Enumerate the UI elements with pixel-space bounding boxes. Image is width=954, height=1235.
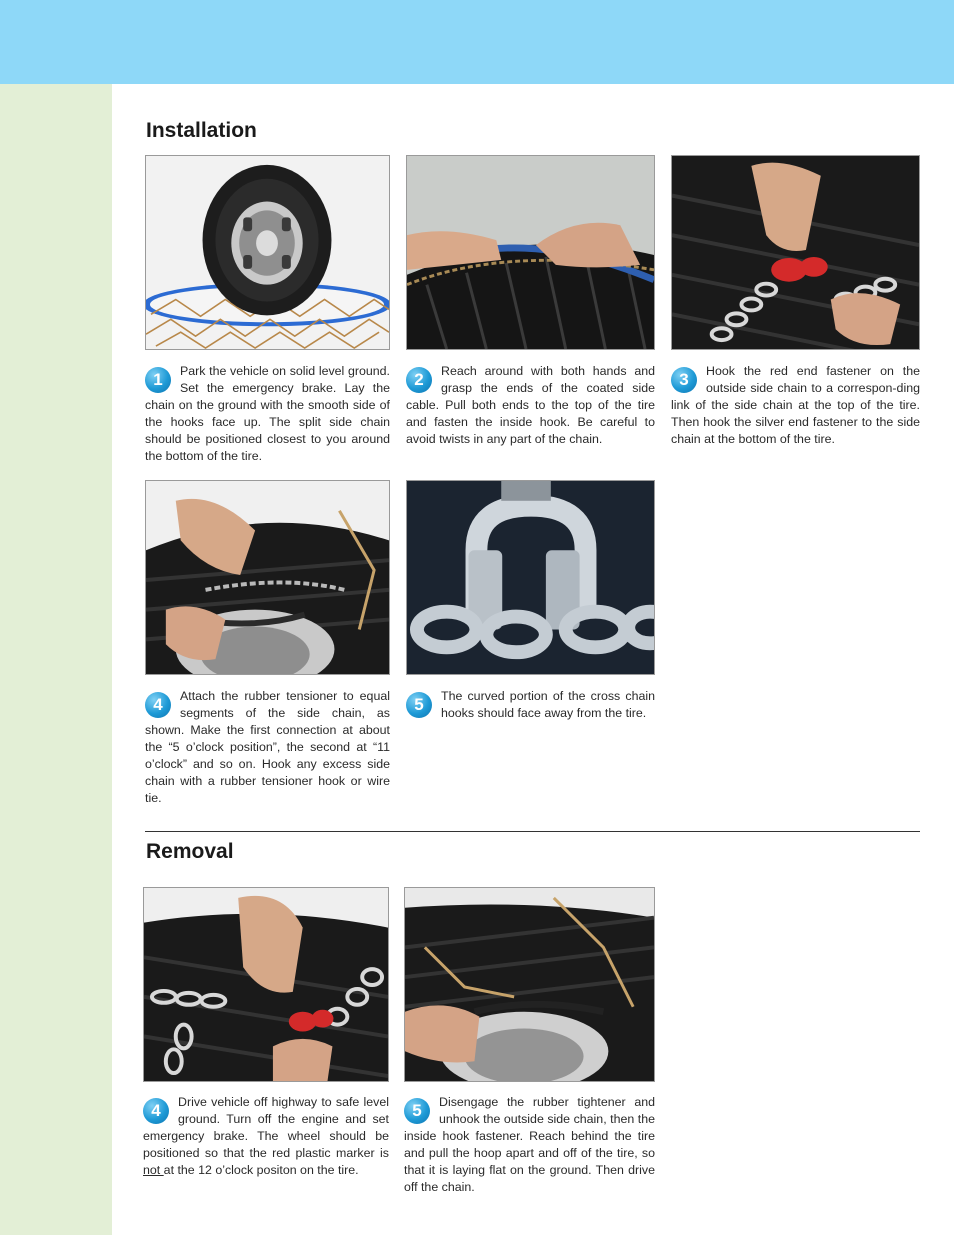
removal-heading: Removal — [146, 840, 234, 863]
photo-removal-step-4 — [143, 887, 389, 1082]
step-number-badge: 4 — [145, 692, 171, 718]
step-number-badge: 3 — [671, 367, 697, 393]
step-text: at the 12 o’clock positon on the tire. — [163, 1163, 359, 1177]
removal-step-4 — [143, 1094, 389, 1179]
photo-removal-step-5 — [404, 887, 655, 1082]
step-text-emphasis: not — [143, 1163, 164, 1177]
step-number-badge: 1 — [145, 367, 171, 393]
installation-step-5 — [406, 688, 655, 722]
step-number-badge: 2 — [406, 367, 432, 393]
installation-step-1 — [145, 363, 390, 465]
step-text: Hook the red end fastener on the outside side chain to a correspon-ding link of the side chain at the top of the tire. Then hook the silver end fastener to the side chain at the bottom of the tire. — [671, 364, 920, 446]
step-text: Park the vehicle on solid level ground. Set the emergency brake. Lay the chain on the ground with the smooth side of the hooks face up. The split side chain should be positioned closest to you around the bottom of the tire. — [145, 364, 390, 463]
photo-step-4 — [145, 480, 390, 675]
section-divider — [145, 831, 920, 832]
step-text: Drive vehicle off highway to safe level ground. Turn off the engine and set emergency brake. The wheel should be positioned so that the red plastic marker is — [143, 1095, 389, 1160]
step-text: Attach the rubber tensioner to equal segments of the side chain, as shown. Make the first connection at about the “5 o’clock position”, the second at “11 o’clock” and so on. Hook any excess side chain with a rubber tensioner hook or wire tie. — [145, 689, 390, 805]
header-band — [0, 0, 954, 84]
photo-step-2 — [406, 155, 655, 350]
step-text: Reach around with both hands and grasp the ends of the coated side cable. Pull both ends to the top of the tire and fasten the inside hook. Be careful to avoid twists in any part of the chain. — [406, 364, 655, 446]
removal-step-5 — [404, 1094, 655, 1196]
installation-step-4 — [145, 688, 390, 807]
step-text: The curved portion of the cross chain hooks should face away from the tire. — [441, 689, 655, 720]
side-band — [0, 84, 112, 1235]
photo-step-1 — [145, 155, 390, 350]
step-number-badge: 4 — [143, 1098, 169, 1124]
installation-heading: Installation — [146, 119, 257, 142]
step-text: Disengage the rubber tightener and unhook the outside side chain, then the inside hook fastener. Reach behind the tire and pull the hoop apart and off of the tire, so that it is laying flat on the ground. Then drive off the chain. — [404, 1095, 655, 1194]
photo-step-3 — [671, 155, 920, 350]
photo-step-5 — [406, 480, 655, 675]
step-number-badge: 5 — [404, 1098, 430, 1124]
step-number-badge: 5 — [406, 692, 432, 718]
installation-step-3 — [671, 363, 920, 448]
installation-step-2 — [406, 363, 655, 448]
